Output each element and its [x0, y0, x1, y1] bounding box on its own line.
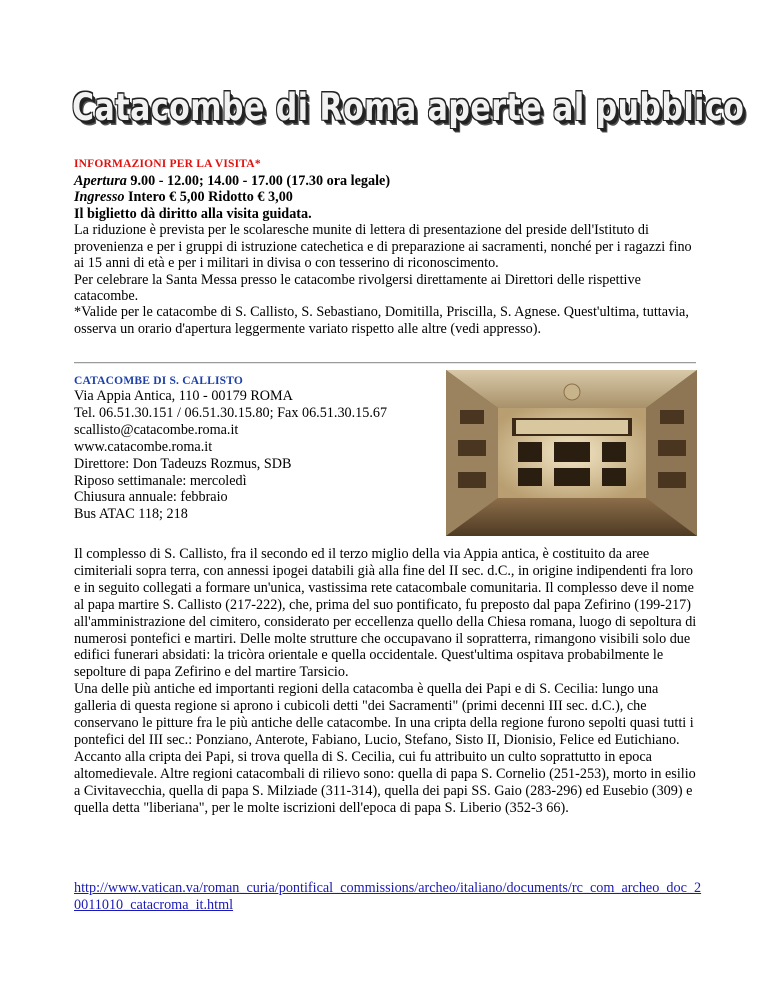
callisto-director: Direttore: Don Tadeuzs Rozmus, SDB — [74, 455, 292, 472]
callisto-paragraph-2: Una delle più antiche ed importanti regioni della catacomba è quella dei Papi e di S. Cecilia: lungo una galleria di questa regione si aprono i cubicoli detti "dei Sacramenti" (primi decenni III sec. d.C.), che conservano le pitture fra le più antiche delle catacombe. In una cripta della regione furono sepolti quasi tutti i pontefici del III sec.: Ponziano, Anterote, Fabiano, Lucio, Stefano, Sisto II, Dionisio, Felice ed Eutichiano. Accanto alla cripta dei Papi, si trova quella di S. Cecilia, cui fu attribuito un culto soprattutto in epoca altomedievale. Altre regioni catacombali di rilievo sono: quella di papa S. Cornelio (251-253), morto in esilio a Civitavecchia, quella di papa S. Milziade (311-314), quella dei papi SS. Gaio (283-296) ed Eusebio (309) e quella detta "liberiana", per le molte iscrizioni dell'epoca di papa S. Liberio (352-3 66). — [74, 681, 696, 816]
section-divider — [74, 362, 696, 364]
visit-info-section — [74, 156, 702, 305]
mass-info: Per celebrare la Santa Messa presso le catacombe rivolgersi direttamente ai Direttori delle rispettive catacombe. — [74, 271, 641, 304]
callisto-annual-closure: Chiusura annuale: febbraio — [74, 489, 228, 506]
opening-hours-label: Apertura — [74, 172, 127, 189]
admission-price — [74, 189, 702, 206]
callisto-paragraph-1: Il complesso di S. Callisto, fra il secondo ed il terzo miglio della via Appia antica, è costituito da aree cimiteriali sopra terra, con annessi ipogei databili già alla fine del II sec. d.C., in origine indipendenti fra loro e in seguito collegati a formare un'unica, vastissima rete catacombale comunitaria. Il complesso deve il nome al papa martire S. Callisto (217-222), che, prima del suo pontificato, fu preposto dal papa Zefirino (199-217) all'amministrazione del cimitero, considerato per eccellenza quello della Chiesa romana, luogo di sepoltura di numerosi pontefici e martiri. Delle molte strutture che occupavano il sopratterra, rimangono visibili solo due edifici funerari absidati: la tricòra orientale e quella occidentale. Quest'ultima ospitava probabilmente le sepolture di papa Zefirino e del martire Tarsicio. — [74, 546, 697, 681]
discount-info: La riduzione è prevista per le scolaresche munite di lettera di presentazione del preside dell'Istituto di provenienza e per i gruppi di istruzione catechetica e di preparazione ai sacramenti, nonché per i ragazzi fino ai 15 anni di età e per i militari in divisa o con tesserino di riconoscimento. — [74, 222, 692, 271]
callisto-weekly-closure: Riposo settimanale: mercoledì — [74, 472, 247, 489]
validity-note: *Valide per le catacombe di S. Callisto, S. Sebastiano, Domitilla, Priscilla, S. Agnese. Quest'ultima, tuttavia, osserva un orario d'apertura leggermente variato rispetto alle altre (vedi appresso). — [74, 304, 689, 337]
visit-info-heading: INFORMAZIONI PER LA VISITA* — [74, 158, 261, 170]
opening-hours — [74, 173, 702, 190]
callisto-contact-info — [74, 388, 434, 523]
callisto-bus: Bus ATAC 118; 218 — [74, 506, 188, 523]
page-title — [72, 86, 745, 130]
page-title-text: Catacombe di Roma aperte al pubblico — [72, 86, 745, 130]
callisto-description — [74, 546, 702, 817]
catacomb-photo — [446, 370, 697, 536]
opening-hours-value: 9.00 - 12.00; 14.00 - 17.00 (17.30 ora legale) — [126, 172, 391, 189]
source-link[interactable]: http://www.vatican.va/roman_curia/pontifical_commissions/archeo/italiano/documents/rc_com_archeo_doc_20011010_catacroma_it.html — [74, 880, 702, 913]
guided-tour-note: Il biglietto dà diritto alla visita guidata. — [74, 205, 312, 222]
callisto-heading: CATACOMBE DI S. CALLISTO — [74, 375, 244, 387]
admission-price-value: Intero € 5,00 Ridotto € 3,00 — [124, 189, 293, 205]
callisto-phone: Tel. 06.51.30.151 / 06.51.30.15.80; Fax 06.51.30.15.67 — [74, 404, 388, 421]
callisto-email: scallisto@catacombe.roma.it — [74, 421, 239, 438]
callisto-address: Via Appia Antica, 110 - 00179 ROMA — [74, 388, 293, 404]
admission-price-label: Ingresso — [74, 189, 125, 205]
callisto-website: www.catacombe.roma.it — [74, 438, 213, 455]
